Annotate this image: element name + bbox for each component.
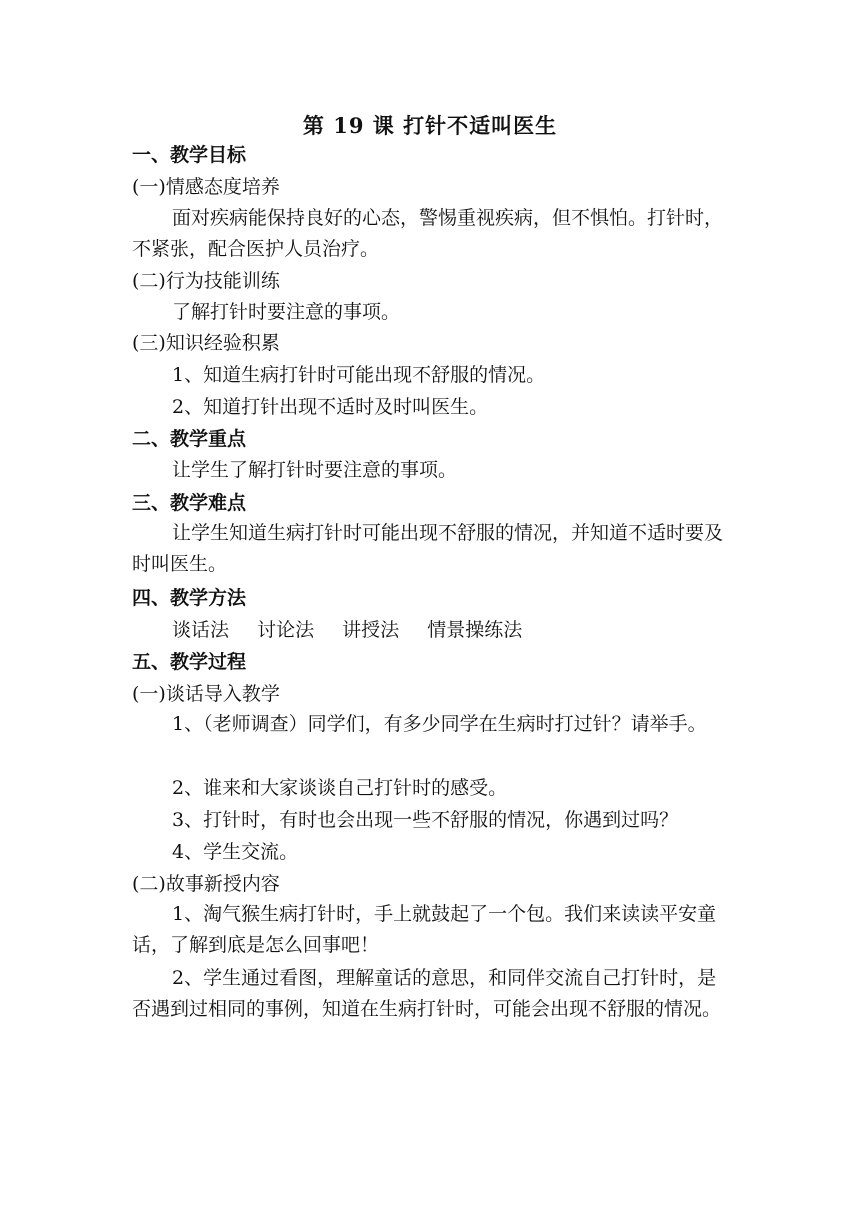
section-5-sub-2: (二)故事新授内容 xyxy=(132,873,280,895)
section-3-paragraph: 让学生知道生病打针时可能出现不舒服的情况，并知道不适时要及时叫医生。 xyxy=(132,522,724,575)
section-5-item-b1: 1、淘气猴生病打针时，手上就鼓起了一个包。我们来读读平安童话，了解到底是怎么回事吧！ xyxy=(132,903,717,956)
section-5-item-a1: 1、（老师调查）同学们，有多少同学在生病时打过针？请举手。 xyxy=(172,713,707,735)
section-5-item-b2: 2、学生通过看图，理解童话的意思，和同伴交流自己打针时，是否遇到过相同的事例，知道在生病打针时，可能会出现不舒服的情况。 xyxy=(132,967,722,1020)
section-4-heading: 四、教学方法 xyxy=(132,587,247,609)
section-1-paragraph-1: 面对疾病能保持良好的心态，警惕重视疾病，但不惧怕。打针时，不紧张，配合医护人员治疗。 xyxy=(132,207,724,260)
section-1-sub-1: (一)情感态度培养 xyxy=(132,176,280,198)
section-1-item-1: 1、知道生病打针时可能出现不舒服的情况。 xyxy=(172,364,546,386)
section-1-heading: 一、教学目标 xyxy=(132,144,247,166)
section-5-item-a3: 3、打针时，有时也会出现一些不舒服的情况，你遇到过吗？ xyxy=(172,809,679,831)
method-item: 讲授法 xyxy=(342,619,400,641)
section-1-sub-3: (三)知识经验积累 xyxy=(132,332,280,354)
section-5-item-a2: 2、谁来和大家谈谈自己打针时的感受。 xyxy=(172,777,508,799)
method-item: 讨论法 xyxy=(257,619,315,641)
method-item: 情景操练法 xyxy=(427,619,523,641)
section-5-item-a4: 4、学生交流。 xyxy=(172,841,299,863)
section-5-sub-1: (一)谈话导入教学 xyxy=(132,683,280,705)
method-item: 谈话法 xyxy=(172,619,230,641)
method-list xyxy=(172,617,544,643)
section-2-paragraph: 让学生了解打针时要注意的事项。 xyxy=(172,459,458,481)
section-5-heading: 五、教学过程 xyxy=(132,651,247,673)
section-1-sub-2: (二)行为技能训练 xyxy=(132,270,280,292)
lesson-title: 第 19 课 打针不适叫医生 xyxy=(302,113,558,138)
section-2-heading: 二、教学重点 xyxy=(132,428,247,450)
section-3-heading: 三、教学难点 xyxy=(132,492,247,514)
section-1-item-2: 2、知道打针出现不适时及时叫医生。 xyxy=(172,396,489,418)
section-1-paragraph-2: 了解打针时要注意的事项。 xyxy=(172,301,401,323)
